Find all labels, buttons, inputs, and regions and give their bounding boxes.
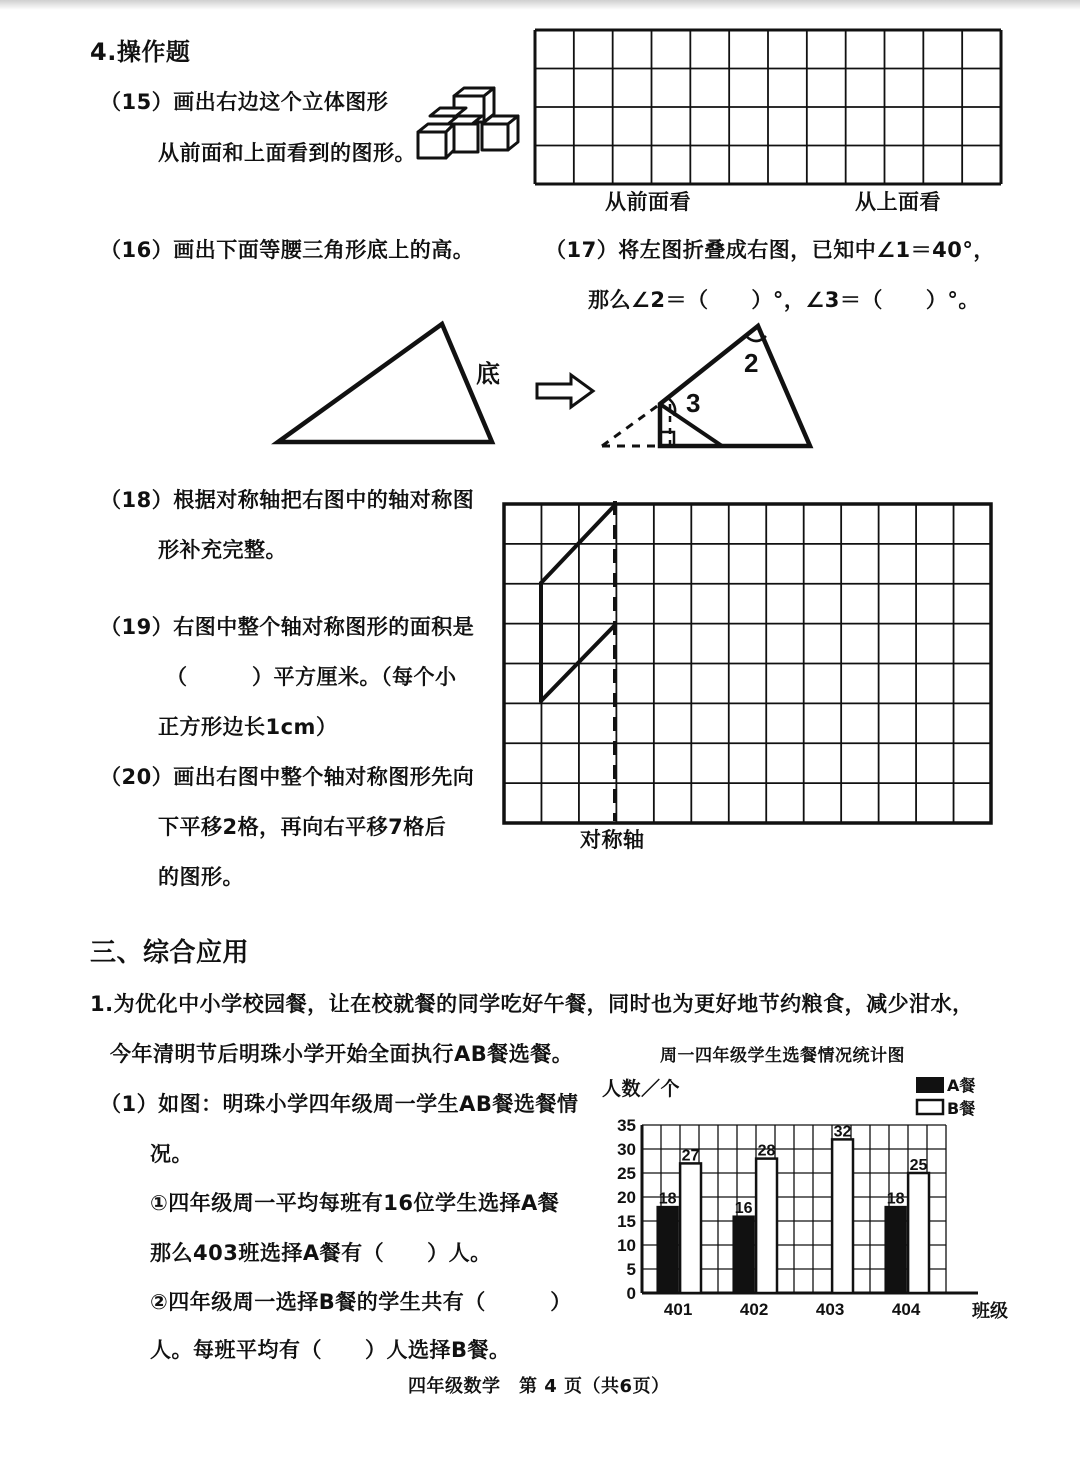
angle-2-label: 2 xyxy=(744,348,759,378)
isosceles-triangle xyxy=(270,318,510,453)
q15-line2: 从前面和上面看到的图形。 xyxy=(158,141,416,165)
chart-ylabel: 人数／个 xyxy=(602,1078,681,1100)
s3-p2-line2: 人。每班平均有（ ）人选择B餐。 xyxy=(150,1338,511,1362)
fold-arrow-icon xyxy=(535,372,597,410)
legend-label-b: B餐 xyxy=(947,1099,976,1118)
chart-ytick: 5 xyxy=(626,1260,636,1279)
section3-heading: 三、综合应用 xyxy=(90,938,250,968)
operations-heading: 4.操作题 xyxy=(90,38,191,66)
q18-line2: 形补充完整。 xyxy=(158,538,287,562)
bar-b-label: 27 xyxy=(681,1147,700,1165)
label-front-view: 从前面看 xyxy=(605,190,691,214)
q18-line1: （18）根据对称轴把右图中的轴对称图 xyxy=(100,488,475,512)
chart-xtick: 403 xyxy=(815,1300,845,1319)
bar-chart xyxy=(600,1110,1010,1320)
chart-xlabel: 班级 xyxy=(972,1301,1008,1322)
bar-b-label: 28 xyxy=(757,1142,776,1160)
chart-ytick: 30 xyxy=(617,1140,636,1159)
s3-p2-line1: ②四年级周一选择B餐的学生共有（ ） xyxy=(150,1290,572,1314)
label-top-view: 从上面看 xyxy=(855,190,941,214)
bar-a xyxy=(885,1207,906,1293)
q17-line1: （17）将左图折叠成右图，已知中∠1＝40°， xyxy=(545,238,995,262)
chart-xtick: 401 xyxy=(663,1300,693,1319)
q20-line1: （20）画出右图中整个轴对称图形先向 xyxy=(100,765,475,789)
s3-p1-line2: 那么403班选择A餐有（ ）人。 xyxy=(150,1241,492,1265)
s3-sub1-line2: 况。 xyxy=(150,1142,193,1166)
s3-p1-line1: ①四年级周一平均每班有16位学生选择A餐 xyxy=(150,1191,560,1215)
bar-a-label: 16 xyxy=(734,1200,753,1218)
bar-b-label: 25 xyxy=(909,1157,928,1174)
bar-a-label: 18 xyxy=(658,1190,677,1208)
chart-ytick: 35 xyxy=(617,1116,636,1135)
q19-line3: 正方形边长1cm） xyxy=(158,715,338,739)
bar-b xyxy=(908,1173,929,1293)
chart-ytick: 25 xyxy=(617,1164,636,1183)
q15-line1: （15）画出右边这个立体图形 xyxy=(100,90,389,114)
chart-xtick: 402 xyxy=(739,1300,769,1319)
bar-a xyxy=(733,1216,754,1293)
legend-swatch-a xyxy=(917,1078,943,1092)
chart-xtick: 404 xyxy=(891,1300,921,1319)
view-grid xyxy=(533,28,1003,188)
bar-b-label: 32 xyxy=(833,1123,852,1141)
q20-line2: 下平移2格，再向右平移7格后 xyxy=(158,815,447,839)
s3-sub1-line1: （1）如图：明珠小学四年级周一学生AB餐选餐情 xyxy=(100,1092,579,1116)
q16-line1: （16）画出下面等腰三角形底上的高。 xyxy=(100,238,475,262)
q20-line3: 的图形。 xyxy=(158,865,244,889)
page-footer: 四年级数学 第 4 页（共6页） xyxy=(408,1376,670,1397)
symmetry-grid xyxy=(503,503,993,825)
cube-stack-figure xyxy=(410,80,525,165)
scan-edge xyxy=(0,0,1080,10)
bar-b xyxy=(832,1139,853,1293)
chart-title: 周一四年级学生选餐情况统计图 xyxy=(660,1046,905,1066)
bar-a-label: 18 xyxy=(886,1190,905,1208)
chart-ytick: 15 xyxy=(617,1212,636,1231)
q19-line2: （ ）平方厘米。（每个小 xyxy=(166,665,457,689)
base-label: 底 xyxy=(476,360,501,388)
symmetry-axis-label: 对称轴 xyxy=(580,828,645,852)
bar-a xyxy=(657,1207,678,1293)
bar-b xyxy=(756,1159,777,1293)
chart-ytick: 10 xyxy=(617,1236,636,1255)
angle-3-label: 3 xyxy=(686,388,701,418)
legend-label-a: A餐 xyxy=(947,1076,976,1095)
folded-triangle xyxy=(598,320,818,452)
s3-q1-line2: 今年清明节后明珠小学开始全面执行AB餐选餐。 xyxy=(110,1042,574,1066)
q17-line2: 那么∠2＝（ ）°，∠3＝（ ）°。 xyxy=(588,288,980,312)
bar-b xyxy=(680,1163,701,1293)
s3-q1-line1: 1.为优化中小学校园餐，让在校就餐的同学吃好午餐，同时也为更好地节约粮食，减少泔水， xyxy=(90,992,974,1016)
q19-line1: （19）右图中整个轴对称图形的面积是 xyxy=(100,615,475,639)
chart-ytick: 0 xyxy=(626,1284,636,1303)
chart-ytick: 20 xyxy=(617,1188,636,1207)
